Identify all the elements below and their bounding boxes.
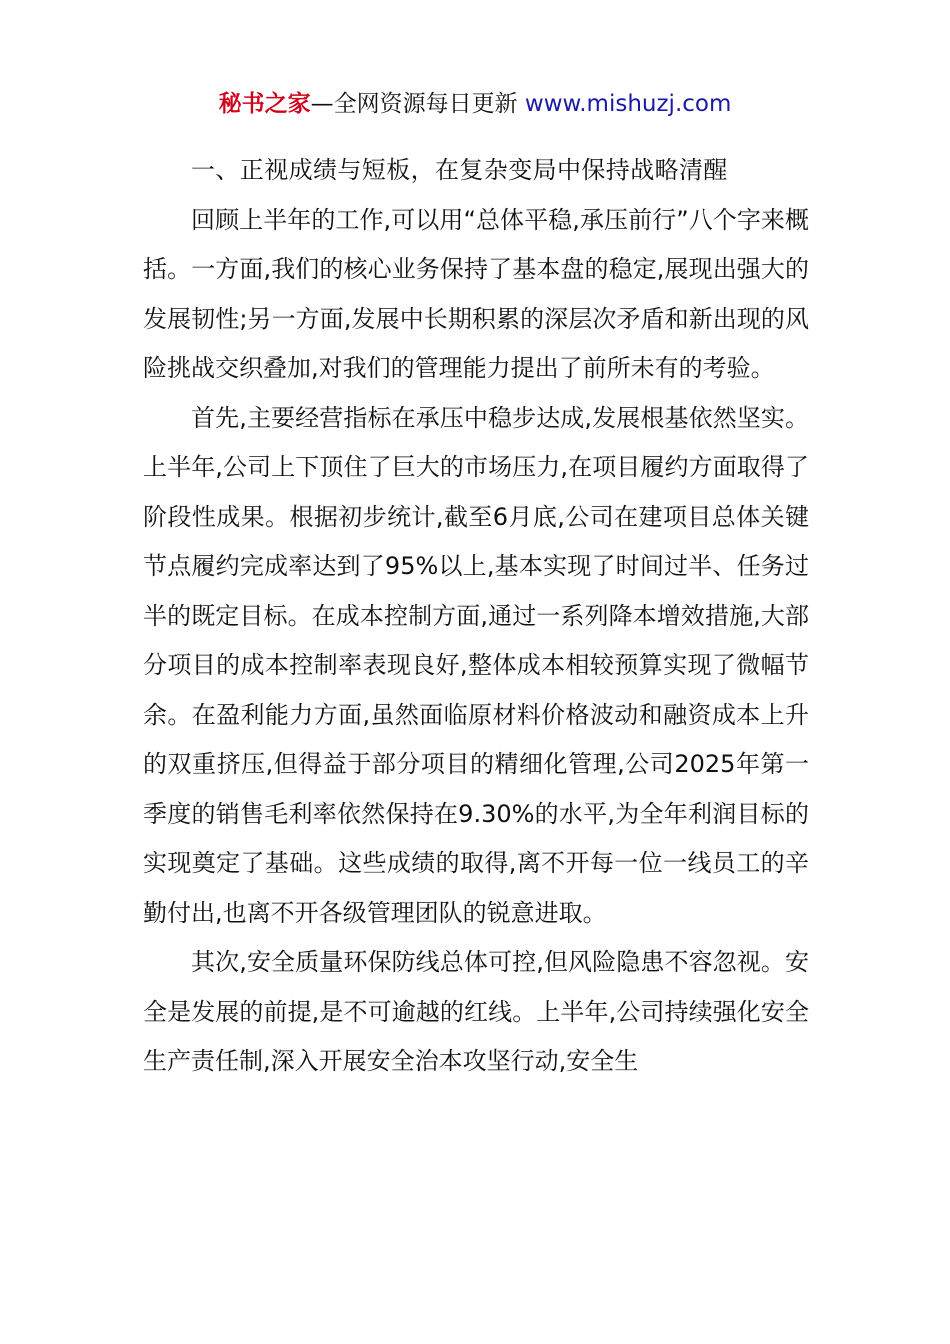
page-header <box>0 88 950 120</box>
paragraph-overview: 回顾上半年的工作,可以用“总体平稳,承压前行”八个字来概括。一方面,我们的核心业务保持了基本盘的稳定,展现出强大的发展韧性;另一方面,发展中长期积累的深层次矛盾和新出现的风险挑战交织叠加,对我们的管理能力提出了前所未有的考验。 <box>143 205 809 382</box>
paragraph-second: 其次,安全质量环保防线总体可控,但风险隐患不容忽视。安全是发展的前提,是不可逾越的红线。上半年,公司持续强化安全生产责任制,深入开展安全治本攻坚行动,安全生 <box>143 948 809 1075</box>
header-tagline: —全网资源每日更新 <box>310 91 518 117</box>
paragraph-first: 首先,主要经营指标在承压中稳步达成,发展根基依然坚实。上半年,公司上下顶住了巨大的市场压力,在项目履约方面取得了阶段性成果。根据初步统计,截至6月底,公司在建项目总体关键节点履约完成率达到了95%以上,基本实现了时间过半、任务过半的既定目标。在成本控制方面,通过一系列降本增效措施,大部分项目的成本控制率表现良好,整体成本相较预算实现了微幅节余。在盈利能力方面,虽然面临原材料价格波动和融资成本上升的双重挤压,但得益于部分项目的精细化管理,公司2025年第一季度的销售毛利率依然保持在9.30%的水平,为全年利润目标的实现奠定了基础。这些成绩的取得,离不开每一位一线员工的辛勤付出,也离不开各级管理团队的锐意进取。 <box>143 403 809 927</box>
section-heading: 一、正视成绩与短板，在复杂变局中保持战略清醒 <box>191 156 728 184</box>
document-body <box>143 146 809 1087</box>
brand-name: 秘书之家 <box>218 91 311 117</box>
website-link[interactable]: www.mishuzj.com <box>524 91 732 117</box>
